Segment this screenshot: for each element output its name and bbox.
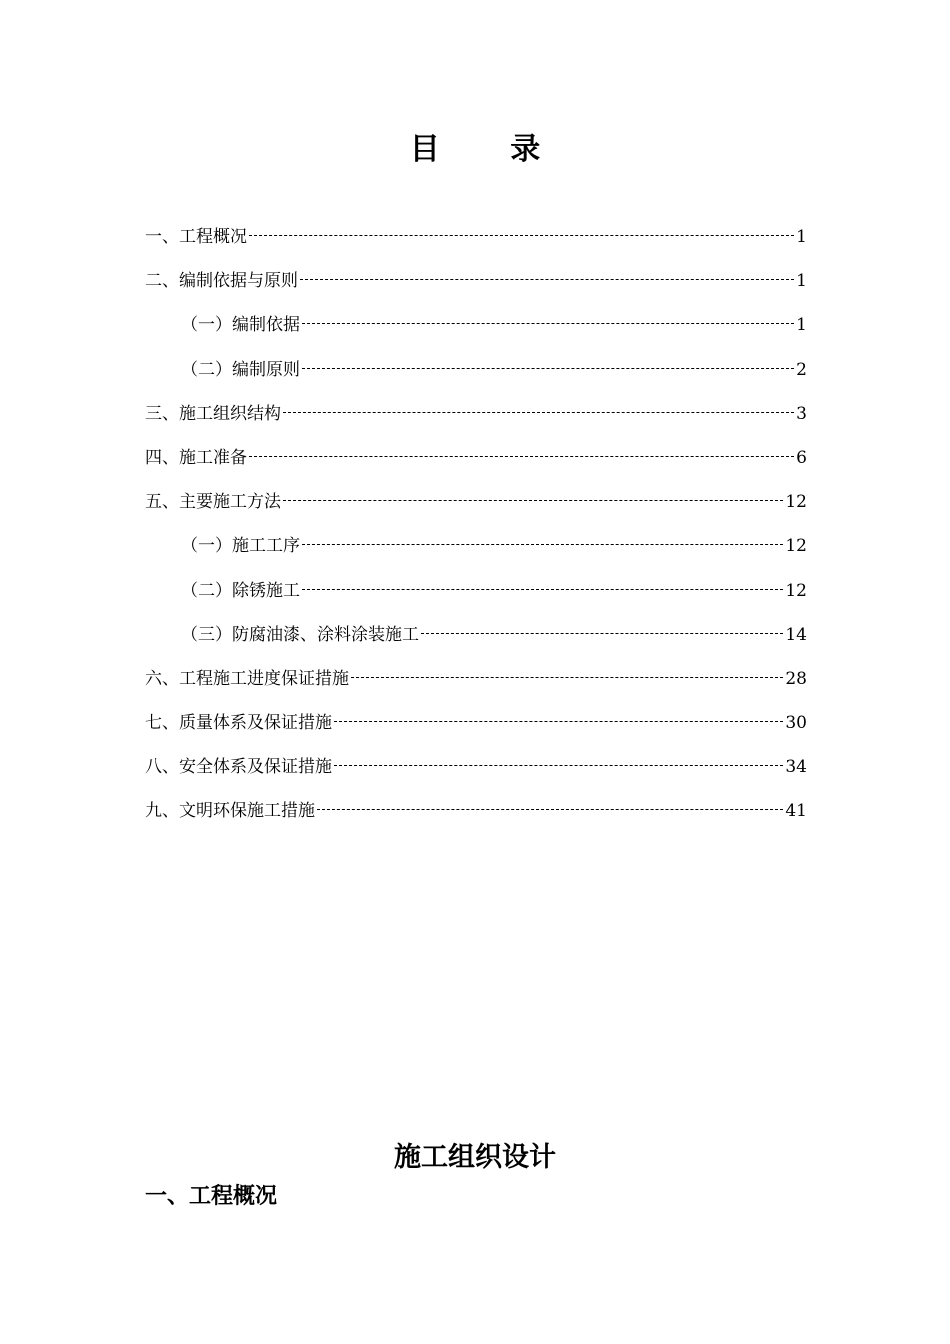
toc-entry-label: 四、施工准备 [145,447,247,468]
toc-entry-label: 一、工程概况 [145,227,247,247]
toc-entry-label: 二、编制依据与原则 [145,271,298,292]
toc-dot-leader [421,633,783,634]
toc-entry-label: （二）编制原则 [181,359,300,380]
toc-entry[interactable] [145,441,807,485]
toc-dot-leader [334,765,783,766]
toc-entry-label: 三、施工组织结构 [145,403,281,424]
toc-entry-page-number: 3 [796,403,807,424]
toc-entry-label: （三）防腐油漆、涂料涂装施工 [181,624,419,645]
toc-dot-leader [302,368,794,369]
toc-entry[interactable] [145,353,807,397]
toc-entry-label: 八、安全体系及保证措施 [145,757,332,778]
toc-entry-label: （二）除锈施工 [181,580,300,601]
toc-entry-page-number: 1 [796,315,807,336]
toc-dot-leader [334,721,783,722]
toc-entry-page-number: 1 [796,271,807,292]
toc-dot-leader [351,677,783,678]
section-heading: 一、工程概况 [145,1183,278,1209]
toc-entry[interactable] [145,794,807,838]
toc-entry[interactable] [145,662,807,706]
toc-entry-label: （一）施工工序 [181,536,300,557]
toc-dot-leader [317,809,783,810]
toc-entry[interactable] [145,706,807,750]
toc-entry-page-number: 30 [785,713,807,734]
document-title: 施工组织设计 [394,1142,556,1173]
toc-entry-label: （一）编制依据 [181,315,300,336]
toc-entry[interactable] [145,397,807,441]
toc-entry-page-number: 12 [785,580,807,601]
toc-entry[interactable] [145,574,807,618]
toc-entry-page-number: 41 [785,801,807,822]
toc-dot-leader [302,323,794,324]
toc-entry-page-number: 12 [785,492,807,513]
toc-entry-page-number: 1 [796,227,807,247]
toc-dot-leader [283,412,794,413]
toc-dot-leader [302,544,783,545]
toc-entry-label: 五、主要施工方法 [145,492,281,513]
toc-dot-leader [249,235,794,236]
toc-entry-page-number: 28 [785,668,807,689]
toc-entry[interactable] [145,308,807,352]
toc-entry-label: 六、工程施工进度保证措施 [145,668,349,689]
toc-entry-page-number: 6 [796,447,807,468]
toc-list [145,220,807,839]
toc-entry-label: 七、质量体系及保证措施 [145,713,332,734]
toc-entry[interactable] [145,220,807,264]
toc-entry[interactable] [145,485,807,529]
toc-dot-leader [249,456,794,457]
toc-title: 目 录 [409,132,571,167]
toc-entry[interactable] [145,529,807,573]
toc-dot-leader [302,589,783,590]
toc-entry[interactable] [145,750,807,794]
toc-entry-page-number: 12 [785,536,807,557]
toc-entry[interactable] [145,618,807,662]
toc-entry[interactable] [145,264,807,308]
toc-entry-page-number: 14 [785,624,807,645]
toc-entry-label: 九、文明环保施工措施 [145,801,315,822]
toc-entry-page-number: 34 [785,757,807,778]
toc-dot-leader [300,279,794,280]
toc-entry-page-number: 2 [796,359,807,380]
toc-dot-leader [283,500,783,501]
